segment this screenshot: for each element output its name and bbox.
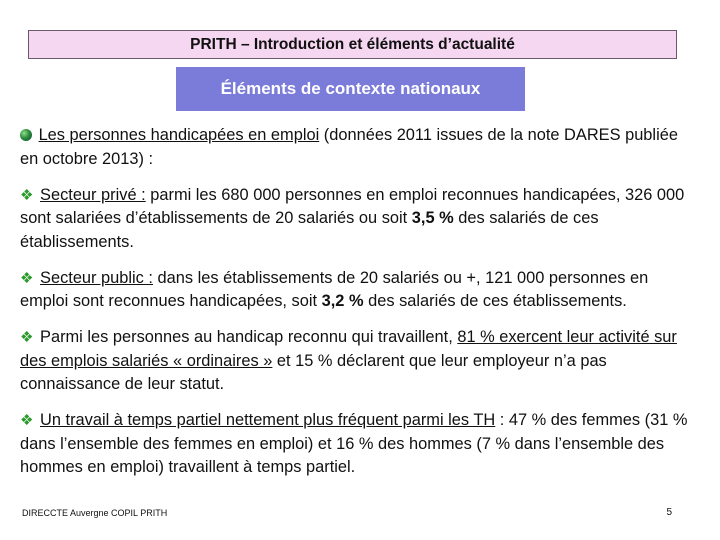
partiel-text: : 47 % des femmes (31 % dans l’ensemble des femmes en emploi) et 16 % des hommes (7 % dans l’ensemble des hommes en emploi) travaillent à temps partiel.	[20, 411, 688, 476]
prive-text1: parmi les 680 000 personnes en emploi reconnues handicapées, 326 000 sont salariées d’établissements de 20 salariés ou soit	[20, 185, 685, 227]
diamond-bullet-icon: ❖	[20, 186, 34, 204]
partiel-label: Un travail à temps partiel nettement plus fréquent parmi les TH	[40, 411, 496, 429]
section-subtitle	[176, 67, 525, 111]
public-text1: dans les établissements de 20 salariés ou +, 121 000 personnes en emploi sont reconnues handicapées, soit	[20, 268, 649, 310]
intro-paragraph	[20, 124, 700, 171]
public-paragraph	[20, 267, 700, 314]
page-number: 5	[666, 507, 672, 518]
diamond-bullet-icon: ❖	[20, 329, 34, 346]
header-bar	[28, 30, 677, 59]
prive-text2: des salariés de ces établissements.	[20, 209, 599, 251]
diamond-bullet-icon: ❖	[20, 412, 34, 429]
subtitle-text: Éléments de contexte nationaux	[220, 79, 481, 98]
handicap-text2: et 15 % déclarent que leur employeur n’a pas connaissance de leur statut.	[20, 351, 607, 393]
main-content	[20, 124, 700, 492]
handicap-paragraph	[20, 326, 700, 397]
prive-value: 3,5 %	[411, 209, 454, 227]
public-label: Secteur public :	[40, 268, 153, 287]
public-text2: des salariés de ces établissements.	[363, 292, 627, 310]
handicap-underlined: 81 % exercent leur activité sur des emplois salariés « ordinaires »	[20, 328, 677, 370]
header-title: PRITH – Introduction et éléments d’actualité	[190, 36, 515, 53]
partiel-paragraph	[20, 409, 700, 480]
prive-label: Secteur privé :	[40, 185, 146, 204]
green-ball-bullet-icon	[20, 129, 32, 141]
footer-org: DIRECCTE Auvergne COPIL PRITH	[22, 508, 168, 518]
public-value: 3,2 %	[321, 292, 364, 310]
handicap-text1: Parmi les personnes au handicap reconnu qui travaillent,	[40, 328, 458, 346]
diamond-bullet-icon: ❖	[20, 269, 34, 287]
intro-heading: Les personnes handicapées en emploi	[38, 126, 320, 144]
prive-paragraph	[20, 184, 700, 255]
intro-text: (données 2011 issues de la note DARES publiée en octobre 2013) :	[20, 126, 678, 168]
